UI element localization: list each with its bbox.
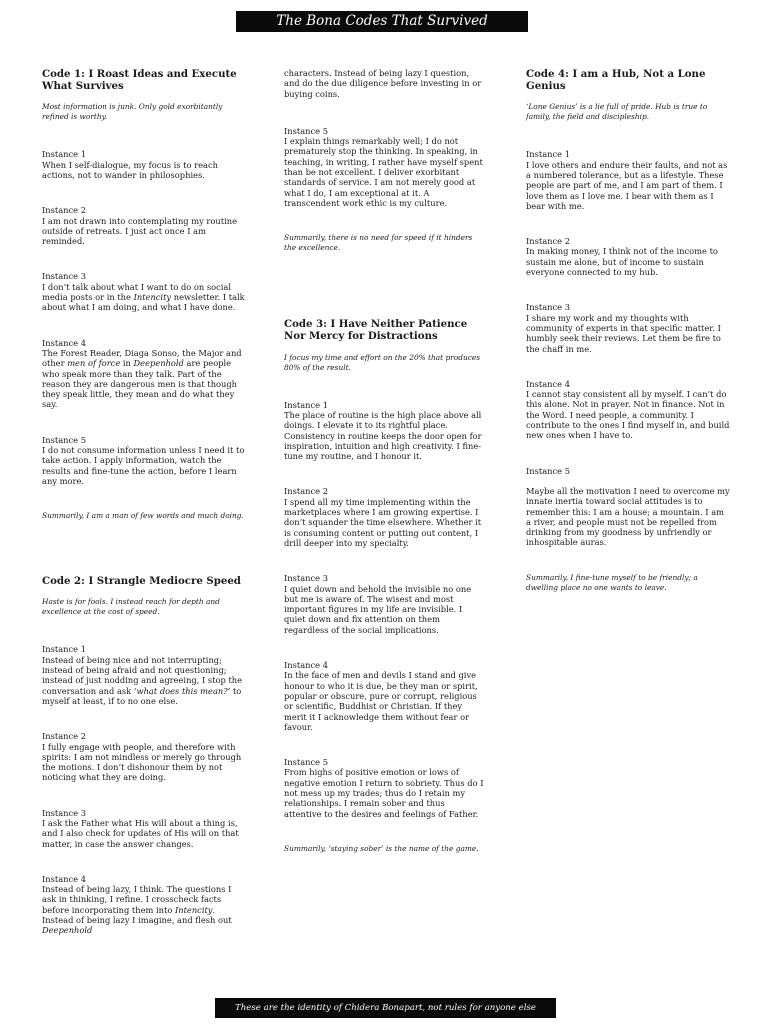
code-1-instance-3 bbox=[42, 271, 246, 312]
instance-label: Instance 2 bbox=[284, 486, 328, 497]
column-right bbox=[526, 68, 730, 593]
instance-label: Instance 2 bbox=[42, 205, 86, 216]
instance-label: Instance 5 bbox=[42, 434, 86, 445]
instance-text: When I self-dialogue, my focus is to reach actions, not to wander in philosophies. bbox=[42, 159, 218, 180]
instance-text bbox=[42, 348, 242, 409]
instance-text: I share my work and my thoughts with community of experts in that specific matter. I humbly seek their reviews. Let them be fire to the chaff in me. bbox=[526, 312, 721, 354]
code-2-instance-4 bbox=[42, 874, 246, 936]
text-part: in bbox=[120, 358, 134, 369]
italic-part: Deepenhold bbox=[133, 358, 184, 369]
instance-label: Instance 1 bbox=[526, 149, 570, 160]
instance-text: I ask the Father what His will about a thing is, and I also check for updates of His will on that matter, in case the answer changes. bbox=[42, 818, 239, 849]
text-part: . Instead of being lazy I imagine, and flesh out bbox=[42, 904, 232, 926]
code-3-heading: Code 3: I Have Neither Patience Nor Mercy for Distractions bbox=[284, 318, 468, 343]
page-title: The Bona Codes That Survived bbox=[236, 11, 528, 32]
code-3-instance-4 bbox=[284, 660, 484, 732]
code-4-intro: ‘Lone Genius’ is a lie full of pride. Hub is true to family, the field and discipleship. bbox=[526, 102, 708, 122]
text-part: to myself at least, if to no one else. bbox=[42, 685, 242, 706]
code-4-instance-4 bbox=[526, 379, 730, 441]
code-1-summary: Summarily, I am a man of few words and much doing. bbox=[42, 511, 244, 521]
code-2-heading: Code 2: I Strangle Mediocre Speed bbox=[42, 575, 241, 588]
instance-label: Instance 3 bbox=[42, 271, 86, 282]
instance-text: The place of routine is the high place above all doings. I elevate it to its rightful place. Consistency in routine keeps the door open for inspiration, intuition and high creativity. I fine-tune my routine, and I honour it. bbox=[284, 409, 482, 462]
instance-text bbox=[42, 655, 242, 706]
code-1-heading: Code 1: I Roast Ideas and Execute What Survives bbox=[42, 68, 237, 93]
instance-label: Instance 4 bbox=[526, 378, 570, 389]
italic-part: Deepenhold bbox=[42, 925, 93, 936]
instance-text: I love others and endure their faults, and not as a numbered tolerance, but as a lifestyle. These people are part of me, and I am part of them. I love them as I love me. I bear with them as I bear with me. bbox=[526, 159, 728, 211]
code-3-instance-5 bbox=[284, 757, 484, 819]
column-left bbox=[42, 68, 246, 936]
code-1-instance-5 bbox=[42, 435, 246, 486]
italic-part: Intencity bbox=[174, 904, 213, 915]
instance-text: I cannot stay consistent all by myself. I can’t do this alone. Not in prayer. Not in finance. Not in the Word. I need people, a community. I contribute to the ones I find myself in, and build new ones when I have to. bbox=[526, 389, 730, 441]
instance-text: I fully engage with people, and therefore with spirits: I am not mindless or merely go through the motions. I don’t dishonour them by not noticing what they are doing. bbox=[42, 741, 242, 783]
code-2-intro: Haste is for fools. I instead reach for depth and excellence at the cost of speed. bbox=[42, 597, 220, 617]
code-1-instance-1 bbox=[42, 149, 246, 180]
instance-label: Instance 1 bbox=[42, 644, 86, 655]
code-4-instance-1 bbox=[526, 149, 730, 211]
instance-label: Instance 3 bbox=[284, 573, 328, 584]
instance-text: I am not drawn into contemplating my routine outside of retreats. I just act once I am reminded. bbox=[42, 215, 237, 247]
code-4-heading: Code 4: I am a Hub, Not a Lone Genius bbox=[526, 68, 706, 93]
instance-text bbox=[42, 282, 245, 313]
code-3-intro: I focus my time and effort on the 20% that produces 80% of the result. bbox=[284, 352, 481, 372]
code-3-instance-3 bbox=[284, 573, 484, 635]
italic-part: Intencity bbox=[133, 292, 172, 303]
instance-label: Instance 5 bbox=[284, 757, 328, 768]
instance-text: Maybe all the motivation I need to overcome my innate inertia toward social attitudes is to remember this: I am a house; a mountain. I am a river, and people must not be repelled from drinking from my goodness by unfriendly or inhospitable auras. bbox=[526, 485, 730, 548]
code-2-instance-3 bbox=[42, 808, 246, 849]
instance-label: Instance 1 bbox=[284, 399, 328, 410]
column-middle bbox=[284, 68, 484, 854]
instance-text: I spend all my time implementing within the marketplaces where I am growing expertise. I don’t squander the time elsewhere. Whether it is consuming content or putting out content, I drill deeper into my specialty. bbox=[284, 496, 482, 548]
text-part: The Forest Reader, Diaga Sonso, the Major and other bbox=[42, 347, 242, 369]
instance-text: I quiet down and behold the invisible no one but me is aware of. The wisest and most important figures in my life are invisible. I quiet down and fix attention on them regardless of the social implications. bbox=[284, 583, 472, 635]
code-1-instance-4 bbox=[42, 338, 246, 410]
code-1-instance-2 bbox=[42, 205, 246, 246]
instance-text: I explain things remarkably well; I do not prematurely stop the thinking. In speaking, in teaching, in writing, I rather have myself spent than be not excellent. I deliver exorbitant standards of service. I am not merely good at what I do, I am exceptional at it. A transcendent work ethic is my culture. bbox=[284, 136, 483, 208]
instance-label: Instance 1 bbox=[42, 149, 86, 160]
text-part: Instead of being lazy, I think. The questions I ask in thinking, I refine. I crosscheck facts before incorporating them into bbox=[42, 884, 232, 915]
code-3-instance-1 bbox=[284, 400, 484, 462]
text-part: are people who speak more than they talk. Part of the reason they are dangerous men is that though they speak little, they mean and do what they say. bbox=[42, 358, 238, 410]
code-4-instance-5 bbox=[526, 466, 730, 548]
code-4-instance-2 bbox=[526, 236, 730, 277]
code-1-intro: Most information is junk. Only gold exorbitantly refined is worthy. bbox=[42, 102, 223, 122]
instance-text: I do not consume information unless I need it to take action. I apply information, watch the results and fine-tune the action, before I learn any more. bbox=[42, 445, 245, 486]
code-4-instance-3 bbox=[526, 302, 730, 353]
text-part: newsletter. I talk about what I am doing, and what I have done. bbox=[42, 292, 245, 313]
code-4-summary: Summarily, I fine-tune myself to be friendly; a dwelling place no one wants to leave. bbox=[526, 572, 698, 592]
instance-label: Instance 5 bbox=[526, 465, 570, 476]
code-2-instance-4-continued: characters. Instead of being lazy I question, and do the due diligence before investing in or buying coins. bbox=[284, 68, 482, 99]
instance-label: Instance 3 bbox=[42, 807, 86, 818]
italic-part: men of force bbox=[67, 358, 121, 369]
footer-note: These are the identity of Chidera Bonapart, not rules for anyone else bbox=[215, 998, 556, 1018]
code-3-instance-2 bbox=[284, 486, 484, 548]
instance-label: Instance 4 bbox=[42, 873, 86, 884]
instance-label: Instance 5 bbox=[284, 125, 328, 136]
instance-label: Instance 2 bbox=[42, 731, 86, 742]
code-2-instance-1 bbox=[42, 644, 246, 706]
italic-part: ‘what does this mean?’ bbox=[133, 685, 231, 696]
code-2-instance-2 bbox=[42, 731, 246, 782]
text-part: Instead of being nice and not interrupting; instead of being afraid and not questioning; instead of just nodding and agreeing, I stop the conversation and ask bbox=[42, 654, 243, 696]
text-part: I don’t talk about what I want to do on social media posts or in the bbox=[42, 281, 232, 303]
instance-label: Instance 3 bbox=[526, 302, 570, 313]
instance-text: From highs of positive emotion or lows of negative emotion I return to sobriety. Thus do I not mess up my trades; thus do I retain my relationships. I remain sober and thus attentive to the desires and feelings of Father. bbox=[284, 767, 484, 819]
instance-label: Instance 4 bbox=[42, 337, 86, 348]
instance-text: In making money, I think not of the income to sustain me alone, but of income to sustain everyone connected to my hub. bbox=[526, 246, 718, 278]
code-3-summary: Summarily, ‘staying sober’ is the name of the game. bbox=[284, 843, 479, 853]
code-2-summary: Summarily, there is no need for speed if it hinders the excellence. bbox=[284, 233, 473, 253]
instance-text: In the face of men and devils I stand and give honour to who it is due, be they man or spirit, popular or obscure, pure or corrupt, religious or scientific, Buddhist or Christian. If they merit it I acknowledge them without fear or favour. bbox=[284, 670, 478, 732]
instance-label: Instance 4 bbox=[284, 660, 328, 671]
instance-text bbox=[42, 884, 232, 935]
code-2-instance-5 bbox=[284, 126, 484, 208]
instance-label: Instance 2 bbox=[526, 236, 570, 247]
